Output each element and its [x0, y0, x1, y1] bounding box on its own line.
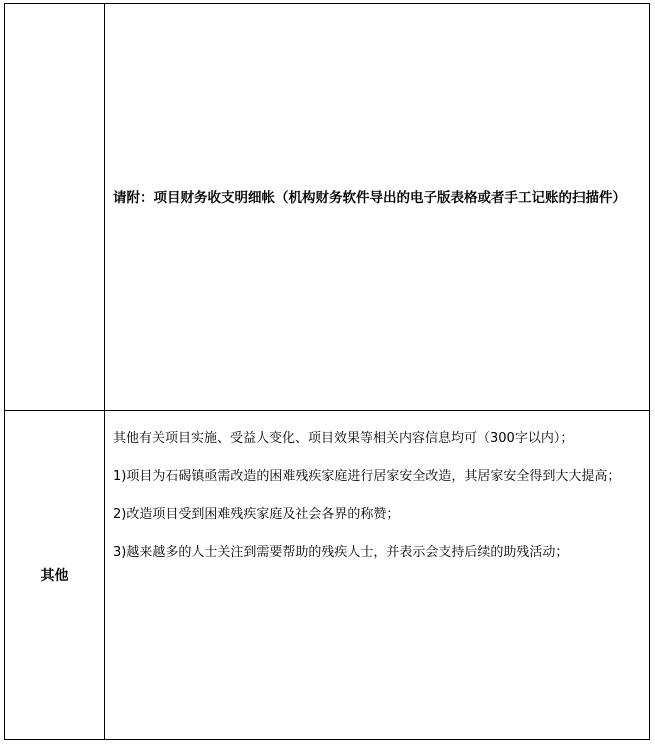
attachment-row [5, 4, 650, 411]
other-label: 其他 [5, 411, 105, 740]
other-intro: 其他有关项目实施、受益人变化、项目效果等相关内容信息均可（300字以内）； [113, 431, 574, 446]
report-table [4, 3, 650, 740]
other-item-2: 2)改造项目受到困难残疾家庭及社会各界的称赞； [113, 507, 400, 522]
other-item-3: 3)越来越多的人士关注到需要帮助的残疾人士，并表示会支持后续的助残活动； [113, 545, 569, 560]
attachment-note: 请附：项目财务收支明细帐（机构财务软件导出的电子版表格或者手工记账的扫描件） [113, 190, 626, 206]
other-row [5, 411, 650, 740]
other-content-cell [105, 411, 650, 740]
attachment-content-cell [105, 4, 650, 411]
other-item-1: 1)项目为石碣镇亟需改造的困难残疾家庭进行居家安全改造，其居家安全得到大大提高； [113, 469, 621, 484]
attachment-label-cell [5, 4, 105, 411]
